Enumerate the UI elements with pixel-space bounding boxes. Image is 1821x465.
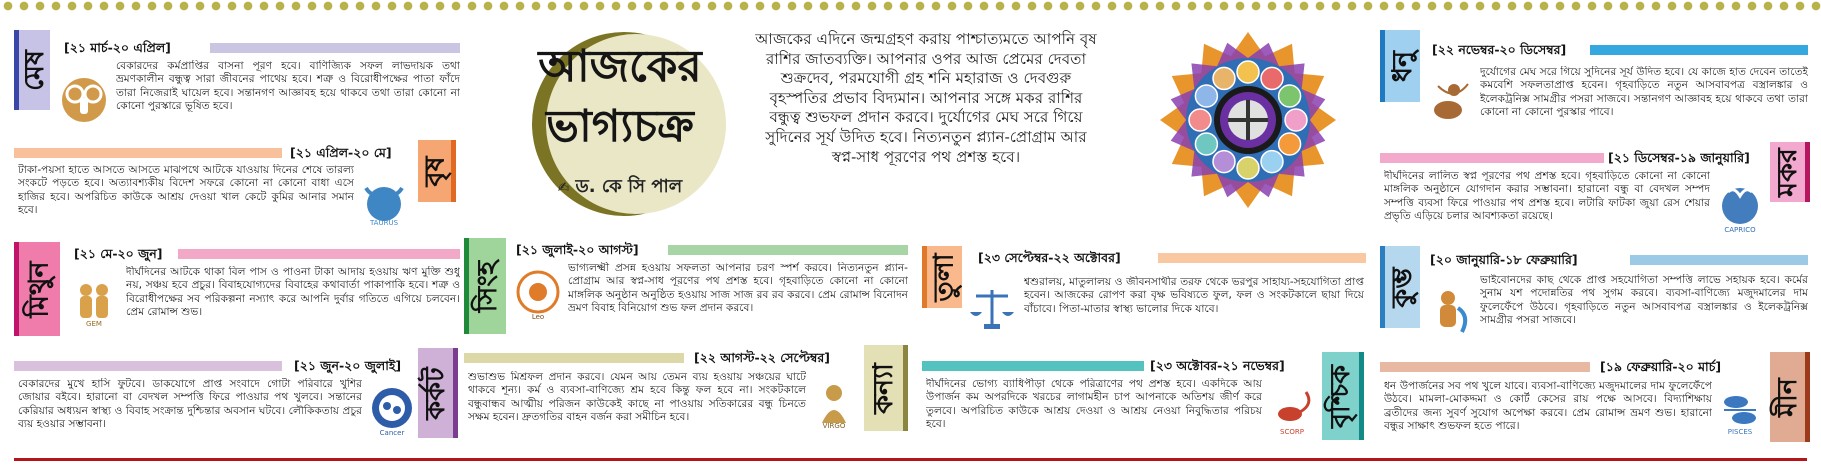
sign-forecast: দীর্ঘদিনের ভোগ্য ব্যাধিপীড়া থেকে পরিত্রাণের পথ প্রশস্ত হবে। একদিকে আয় উপার্জন কম অপরদিকে খরচের লাগামহীন চাপ আপনাকে অতিশয় জীর্ণ করে তুলবে। অপরিচিত কাউকে আশ্রয় দেওয়া ও আশ্রয় নেওয়া নিবুদ্ধিতার পরিচয় হবে। <box>926 378 1262 430</box>
sign-name: সিংহ <box>472 260 503 312</box>
sign-forecast: ভাগ্যলক্ষ্মী প্রসন্ন হওয়ায় সফলতা আপনার চরণ স্পর্শ করবে। নিত্যনতুন প্ল্যান-প্রোগ্রাম আর স্বপ্ন-সাধ পূরণের পথ প্রশস্ত হবে। গৃহবাড়িতে কোনো না কোনো মাঙ্গলিক অনুষ্ঠান অনুষ্ঠিত হওয়ায় সাজ সাজ রব রব করবে। প্রেম রোমান্স বিনোদন ভ্রমণ বিবাহ বিনিয়োগ শুভ ফল প্রদান করবে। <box>568 262 908 314</box>
scales-icon <box>966 282 1018 334</box>
crab-icon <box>366 384 418 436</box>
sign-sagittarius <box>1380 30 1810 140</box>
sign-date-range: [২১ জুলাই-২০ আগস্ট] <box>516 242 639 257</box>
date-bar <box>178 249 460 259</box>
top-dotted-border <box>0 0 1821 12</box>
sign-virgo <box>464 345 912 449</box>
svg-text:SCORP: SCORP <box>1280 428 1304 436</box>
sign-gemini <box>14 242 462 338</box>
svg-text:GEM: GEM <box>86 320 102 328</box>
date-bar <box>1590 45 1808 55</box>
sign-name: ধনু <box>1387 50 1418 82</box>
sign-forecast: শ্বশুরালয়, মাতুলালয় ও জীবনসাথীর তরফ থেকে ভরপুর সাহায্য-সহযোগিতা প্রাপ্ত হবেন। আজকের রোপণ করা বৃক্ষ ভবিষ্যতে ফুল, ফল ও সংকটকালে ছায়া দিয়ে বাঁচাবে। পিতা-মাতার স্বাস্থ্য ভালোর দিকে যাবে। <box>1024 276 1364 315</box>
sign-cancer <box>14 348 462 448</box>
title-badge <box>496 30 744 218</box>
date-bar <box>668 245 908 255</box>
wheel-sign-medallion <box>1213 67 1235 89</box>
sign-forecast: টাকা-পয়সা হাতে আসতে আসতে মাঝপথে আটকে যাওয়ায় দিনের শেষে তারল্য সংকটে পড়তে হবে। অত্যাবশ্যকীয় বিদেশ সফরে কোনো না কোনো বাধা এসে হাজির হবে। অপরিচিত কাউকে আশ্রয় দেওয়া খাল কেটে কুমির আনার সমান হবে। <box>18 164 354 216</box>
sign-tab <box>1770 352 1810 442</box>
sign-name: বৃশ্চিক <box>1325 364 1356 428</box>
sign-name: কর্কট <box>420 366 451 420</box>
wheel-sign-medallion <box>1285 109 1307 131</box>
wheel-sign-medallion <box>1189 109 1211 131</box>
sign-tab <box>1380 246 1420 328</box>
goat-icon <box>1714 182 1766 234</box>
date-bar <box>1630 255 1808 265</box>
sign-forecast: শুভাশুভ মিশ্রফল প্রদান করবে। যেমন আয় তেমন ব্যয় হওয়ায় সঞ্চয়ের ঘাটে থাকবে শূন্য। কর্ম ও ব্যবসা-বাণিজ্যে শ্রম হবে কিন্তু ফল হবে না। সংকটকালে বন্ধুবান্ধব আত্মীয় পরিজন কাউকেই কাছে না পাওয়ায় সতিকারের বন্ধু চিনতে সক্ষম হবেন। দ্রুতগতির বাহন বর্জন করা সমীচিন হবে। <box>468 371 806 423</box>
sign-date-range: [১৯ ফেব্রুয়ারি-২০ মার্চ] <box>1600 359 1722 374</box>
sign-date-range: [২১ জুন-২০ জুলাই] <box>294 358 402 373</box>
date-bar <box>14 361 282 371</box>
wheel-sign-medallion <box>1261 67 1283 89</box>
wheel-sign-medallion <box>1279 133 1301 155</box>
sign-date-range: [২১ ডিসেম্বর-১৯ জানুয়ারি] <box>1608 150 1750 165</box>
date-bar <box>210 43 460 53</box>
archer-icon <box>1424 76 1476 128</box>
svg-text:CAPRICO: CAPRICO <box>1724 226 1756 234</box>
sign-tab <box>1380 30 1420 102</box>
svg-text:Cancer: Cancer <box>379 429 405 436</box>
intro-paragraph: আজকের এদিনে জন্মগ্রহণ করায় পাশ্চাত্যমতে আপনি বৃষ রাশির জাতব্যক্তি। আপনার ওপর আজ প্রেমের দেবতা শুক্রদেব, পরমযোগী গ্রহ শনি মহারাজ ও দেবগুরু বৃহস্পতির প্রভাব বিদ্যমান। আপনার সঙ্গে মকর রাশির বন্ধুত্ব শুভফল প্রদান করবে। দুর্যোগের মেঘ সরে গিয়ে সুদিনের সূর্য উদিত হবে। নিত্যনতুন প্ল্যান-প্রোগ্রাম আর স্বপ্ন-সাধ পূরণের পথ প্রশস্ত হবে। <box>755 30 1097 166</box>
sign-name: মেষ <box>19 49 50 91</box>
pen-nib-icon: ✍ <box>557 180 570 196</box>
sign-date-range: [২০ জানুয়ারি-১৮ ফেব্রুয়ারি] <box>1430 252 1578 267</box>
wheel-sign-medallion <box>1237 61 1259 83</box>
date-bar <box>922 361 1144 371</box>
svg-text:TAURUS: TAURUS <box>369 219 399 227</box>
sign-capricorn <box>1380 142 1810 242</box>
water-bearer-icon <box>1424 286 1476 338</box>
wheel-sign-medallion <box>1237 157 1259 179</box>
scorpion-icon <box>1266 384 1318 436</box>
date-bar <box>1158 253 1366 263</box>
wheel-sign-medallion <box>1261 151 1283 173</box>
bull-icon <box>358 176 410 228</box>
sign-date-range: [২৩ অক্টোবর-২১ নভেম্বর] <box>1150 358 1285 373</box>
sign-tab <box>864 345 908 431</box>
sign-tab <box>14 242 60 336</box>
wheel-sign-medallion <box>1195 85 1217 107</box>
sign-forecast: বেকারদের কর্মপ্রাপ্তির বাসনা পূরণ হবে। বাণিজ্যিক সফল লাভদায়ক তথা ভ্রমণকালীন বন্ধুত্ব সারা জীবনের পাথেয় হবে। শত্রু ও বিরোধীপক্ষের পাতা ফাঁদে তারা নিজেরাই ঘায়েল হবে। সন্তানগণ আজ্ঞাবহ হয়ে থাকবে তথা তারা কোনো না কোনো পুরস্কারে ভূষিত হবে। <box>116 60 460 112</box>
svg-text:Leo: Leo <box>531 313 545 320</box>
page-title-line-1: আজকের <box>538 41 702 92</box>
sign-tab <box>14 30 50 110</box>
sign-name: মীন <box>1772 377 1803 417</box>
author-byline <box>496 176 744 199</box>
sign-date-range: [২২ নভেম্বর-২০ ডিসেম্বর] <box>1432 42 1567 57</box>
sign-name: বৃষ <box>418 156 450 186</box>
sign-tab <box>464 238 506 334</box>
date-bar <box>464 353 684 363</box>
sign-forecast: ভাইবোনদের কাছ থেকে প্রাপ্ত সহযোগিতা সম্পত্তি লাভে সহায়ক হবে। কর্মের সুনাম যশ পদোন্নতির পথ সুগম করবে। ব্যবসা-বাণিজ্যে মজুদমালের দাম ফুলেফেঁপে উঠবে। গৃহবাড়িতে নতুন আসবাবপত্র বস্ত্রালঙ্কার ও ইলেকট্রনিক্স সামগ্রীর পসরা সাজবে। <box>1480 274 1808 326</box>
svg-text:PISCES: PISCES <box>1727 428 1753 436</box>
svg-text:VIRGO: VIRGO <box>822 422 846 429</box>
date-bar <box>14 148 282 158</box>
sign-scorpio <box>922 352 1370 450</box>
date-bar <box>1380 362 1590 372</box>
sign-date-range: [২১ মার্চ-২০ এপ্রিল] <box>64 40 171 55</box>
bottom-rule <box>14 458 1807 461</box>
sign-forecast: দুর্যোগের মেঘ সরে গিয়ে সুদিনের সূর্য উদিত হবে। যে কাজে হাত দেবেন তাতেই কমবেশি সফলতাপ্রাপ্ত হবেন। গৃহবাড়িতে নতুন আসবাবপত্র বস্ত্রালঙ্কার ও ইলেকট্রনিক্স সামগ্রীর পসরা সাজবে। সন্তানগণ আজ্ঞাবহ হয়ে থাকবে তথা তারা কোনো না কোনো পুরস্কার পাবে। <box>1480 66 1808 118</box>
sign-name: কন্যা <box>868 362 900 414</box>
maiden-icon <box>808 377 860 429</box>
wheel-sign-medallion <box>1195 133 1217 155</box>
zodiac-wheel-icon <box>1158 30 1338 210</box>
sign-tab <box>1770 142 1810 202</box>
lion-icon <box>512 268 564 320</box>
sign-name: মিথুন <box>24 260 56 318</box>
author-name: ড. কে সি পাল <box>575 176 683 197</box>
sign-taurus <box>14 140 462 236</box>
sign-date-range: [২২ আগস্ট-২২ সেপ্টেম্বর] <box>694 350 830 365</box>
sign-forecast: দীর্ঘদিনের আটকে থাকা বিল পাস ও পাওনা টাকা আদায় হওয়ায় ঋণ মুক্তি শুধু নয়, সঞ্চয় হবে প্রচুর। বিবাহযোগ্যদের বিবাহের কথাবার্তা পাকাপাকি হবে। শত্রু ও বিরোধীপক্ষের সব পরিকল্পনা নস্যাৎ করে আপনি দুর্বার গতিতে এগিয়ে চলবেন। প্রেম রোমান্স শুভ। <box>126 266 460 318</box>
fish-icon <box>1714 384 1766 436</box>
sign-date-range: [২১ মে-২০ জুন] <box>74 246 163 261</box>
sign-name: তুলা <box>929 252 960 302</box>
page-title-line-2: ভাগ্যচক্র <box>546 101 694 152</box>
sign-tab <box>922 246 962 308</box>
sign-tab <box>418 140 456 202</box>
sign-forecast: দীর্ঘদিনের লালিত স্বপ্ন পূরণের পথ প্রশস্ত হবে। গৃহবাড়িতে কোনো না কোনো মাঙ্গলিক অনুষ্ঠানে যোগদান করার সম্ভাবনা। হারানো বন্ধু বা বেদখল সম্পদ সম্পত্তি ব্যবসা ফিরে পাওয়ার পথ প্রশস্ত হবে। লটারি ফাটকা জুয়া রেস শেয়ার প্রভৃতি এড়িয়ে চলার আবশ্যকতা রয়েছে। <box>1384 170 1710 222</box>
sign-tab <box>1322 352 1364 440</box>
sign-forecast: ধন উপার্জনের সব পথ খুলে যাবে। ব্যবসা-বাণিজ্যে মজুদমালের দাম ফুলেফেঁপে উঠবে। মামলা-মোকদ্দমা ও কোর্ট কেসের রায় পক্ষে আসবে। বিদ্যাশিক্ষায় ব্রতীদের জন্য সুবর্ণ সুযোগ অপেক্ষা করবে। প্রেম রোমান্স ভ্রমণ শুভ। হারানো বন্ধুর সাক্ষাৎ শুভফল হতে পারে। <box>1384 380 1712 432</box>
sign-date-range: [২৩ সেপ্টেম্বর-২২ অক্টোবর] <box>978 250 1121 265</box>
sign-leo <box>464 238 912 338</box>
sign-forecast: বেকারদের মুখে হাসি ফুটবে। ডাকযোগে প্রাপ্ত সংবাদে গোটা পরিবারে খুশির জোয়ার বইবে। হারানো বা বেদখল সম্পত্তি ফিরে পাওয়ার পথ খুলবে। সন্তানের কেরিয়ার অধ্যয়ন স্বাস্থ্য ও বিবাহ সংক্রান্ত দুশ্চিন্তার অবসান ঘটবে। লৌকিকতায় প্রচুর ব্যয় হওয়ার সম্ভাবনা। <box>18 378 362 430</box>
sign-pisces <box>1380 352 1810 450</box>
wheel-sign-medallion <box>1279 85 1301 107</box>
sign-tab <box>418 348 458 438</box>
ram-icon <box>58 74 110 126</box>
sign-aquarius <box>1380 246 1810 346</box>
sign-date-range: [২১ এপ্রিল-২০ মে] <box>290 145 392 160</box>
sign-aries <box>14 30 462 140</box>
sign-libra <box>922 246 1370 342</box>
sign-name: মকর <box>1772 147 1804 197</box>
twins-icon <box>68 276 120 328</box>
wheel-sign-medallion <box>1213 151 1235 173</box>
sign-name: কুম্ভ <box>1387 266 1418 308</box>
date-bar <box>1380 153 1604 163</box>
